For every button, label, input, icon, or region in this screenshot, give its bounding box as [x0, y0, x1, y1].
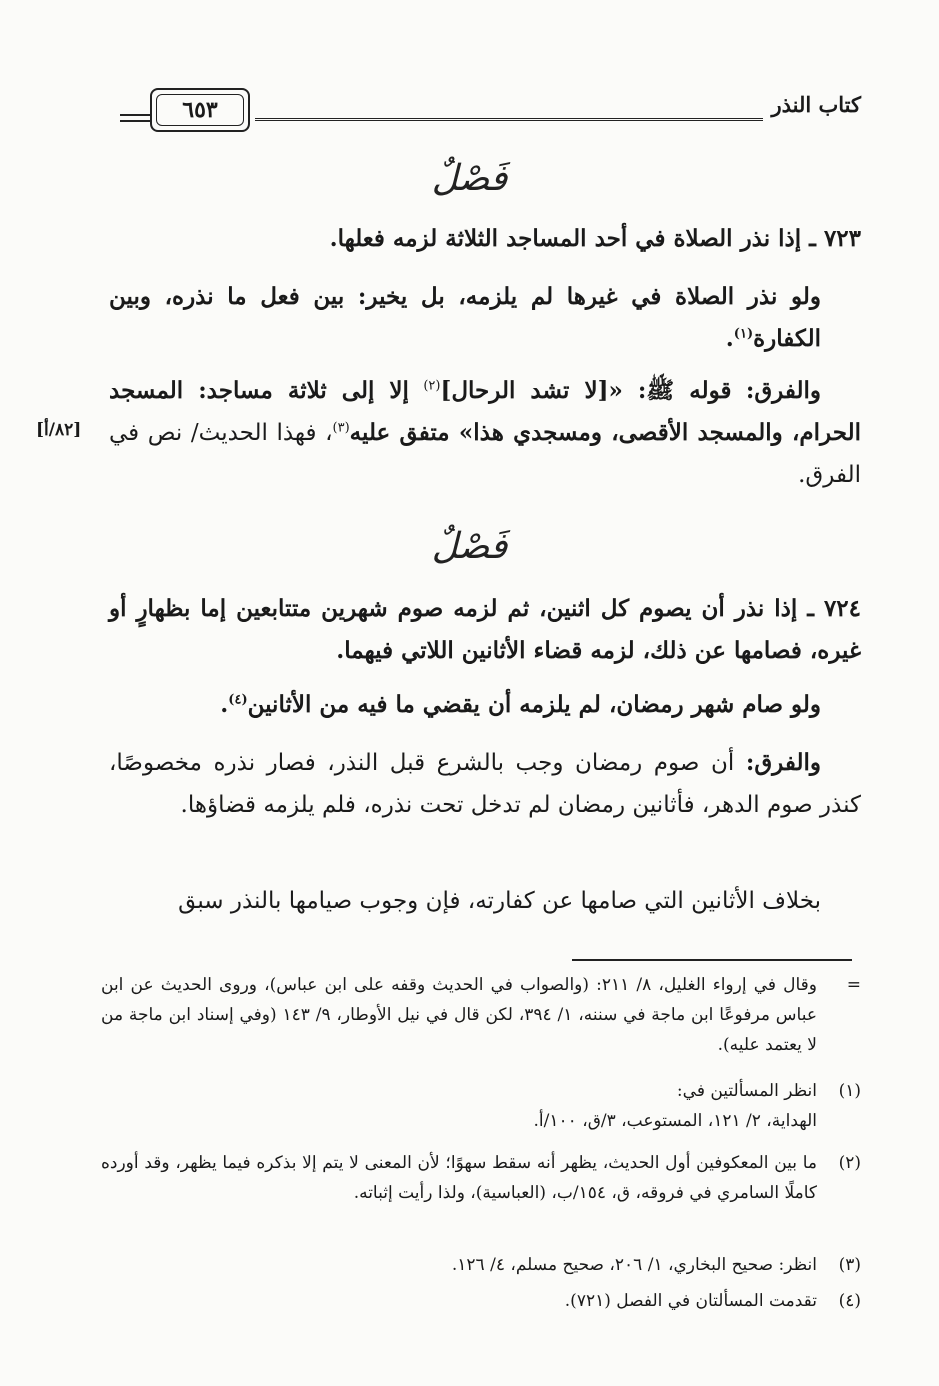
footnote-ref: (٣) — [332, 420, 350, 436]
footnote — [101, 970, 861, 1060]
section-724-counter: ولو صام شهر رمضان، لم يلزمه أن يقضي ما فيه من الأثانين$^{(٤)}$. — [220, 691, 821, 718]
difference-text: ، فهذا الحديث/ نص في الفرق. — [109, 420, 861, 488]
section-heading: فَصْلٌ — [431, 526, 508, 567]
footnote-ref: (٤) — [228, 692, 248, 708]
footnote-text: الهداية، ٢/ ١٢١، المستوعب، ٣/ق، ١٠٠/أ. — [533, 1111, 817, 1131]
footnote-number: (٤) — [838, 1291, 861, 1311]
footnote-text: انظر المسألتين في: — [676, 1081, 817, 1101]
footnote-separator — [572, 959, 852, 961]
difference-text: قوله ﷺ: «[لا تشد الرحال] — [440, 377, 732, 404]
section-724-statement: ٧٢٤ ـ إذا نذر أن يصوم كل اثنين، ثم لزمه صوم شهرين متتابعين إما بظهارٍ أو غيره، فصامها عن ذلك، لزمه قضاء الأثانين اللاتي فيهما. — [109, 595, 861, 664]
header-rule — [255, 118, 763, 121]
page-number: ٦٥٣ — [182, 97, 218, 123]
footnote-text: انظر: صحيح البخاري، ١/ ٢٠٦، صحيح مسلم، ٤/ ١٢٦. — [451, 1255, 817, 1275]
footnote — [101, 1076, 861, 1106]
counter-text: ولو صام شهر رمضان، لم يلزمه أن يقضي ما فيه من الأثانين — [247, 691, 821, 718]
margin-folio-note: [٨٢/أ] — [36, 420, 82, 440]
difference-label: والفرق: — [745, 749, 821, 776]
footnote-text: وقال في إرواء الغليل، ٨/ ٢١١: (والصواب في الحديث وقفه على ابن عباس)، وروى الحديث عن ابن عباس مرفوعًا ابن ماجة في سننه، ١/ ٣٩٤، لكن قال في نيل الأوطار، ٩/ ١٤٣ (وفي إسناد ابن ماجة من لا يعتمد عليه). — [101, 975, 817, 1055]
difference-label: والفرق: — [745, 377, 822, 404]
footnote-number: = — [846, 975, 861, 995]
footnote — [101, 1250, 861, 1280]
section-724-difference — [109, 742, 861, 826]
section-723-counter: ولو نذر الصلاة في غيرها لم يلزمه، بل يخير: بين فعل ما نذره، وبين الكفارة$^{(١)}$. — [109, 283, 821, 352]
difference-text: أن صوم رمضان وجب بالشرع قبل النذر، فصار نذره مخصوصًا، كنذر صوم الدهر، فأثانين رمضان لم تدخل تحت نذره، فلم يلزمه قضاؤها. — [109, 750, 861, 818]
difference-text: إلا إلى ثلاثة مساجد: المسجد الحرام، والمسجد الأقصى، ومسجدي هذا» متفق عليه — [109, 377, 861, 446]
section-724-continuation: بخلاف الأثانين التي صامها عن كفارته، فإن وجوب صيامها بالنذر سبق — [178, 888, 821, 914]
footnote — [101, 1148, 861, 1208]
footnote-text: ما بين المعكوفين أول الحديث، يظهر أنه سقط سهوًا؛ لأن المعنى لا يتم إلا بذكره فيما يظهر، وقد أورده كاملًا السامري في فروقه، ق، ١٥٤/ب، (العباسية)، ولذا رأيت إثباته. — [101, 1153, 817, 1203]
footnote-ref: (١) — [733, 326, 754, 342]
page-number-frame — [150, 88, 250, 132]
footnote-number: (١) — [838, 1081, 861, 1101]
header-rule-left — [120, 114, 152, 126]
footnote-number: (٣) — [838, 1255, 861, 1275]
footnote-number: (٢) — [838, 1153, 861, 1173]
running-head: كتاب النذر — [771, 92, 861, 117]
section-heading: فَصْلٌ — [431, 158, 508, 199]
section-723-difference — [109, 370, 861, 496]
footnote-ref: (٢) — [423, 378, 441, 394]
footnote — [101, 1286, 861, 1316]
footnote-text: تقدمت المسألتان في الفصل (٧٢١). — [564, 1291, 817, 1311]
footnote — [101, 1106, 861, 1136]
section-723-statement: ٧٢٣ ـ إذا نذر الصلاة في أحد المساجد الثلاثة لزمه فعلها. — [329, 225, 861, 252]
counter-text: ولو نذر الصلاة في غيرها لم يلزمه، بل يخير: بين فعل ما نذره، وبين الكفارة — [109, 283, 821, 352]
